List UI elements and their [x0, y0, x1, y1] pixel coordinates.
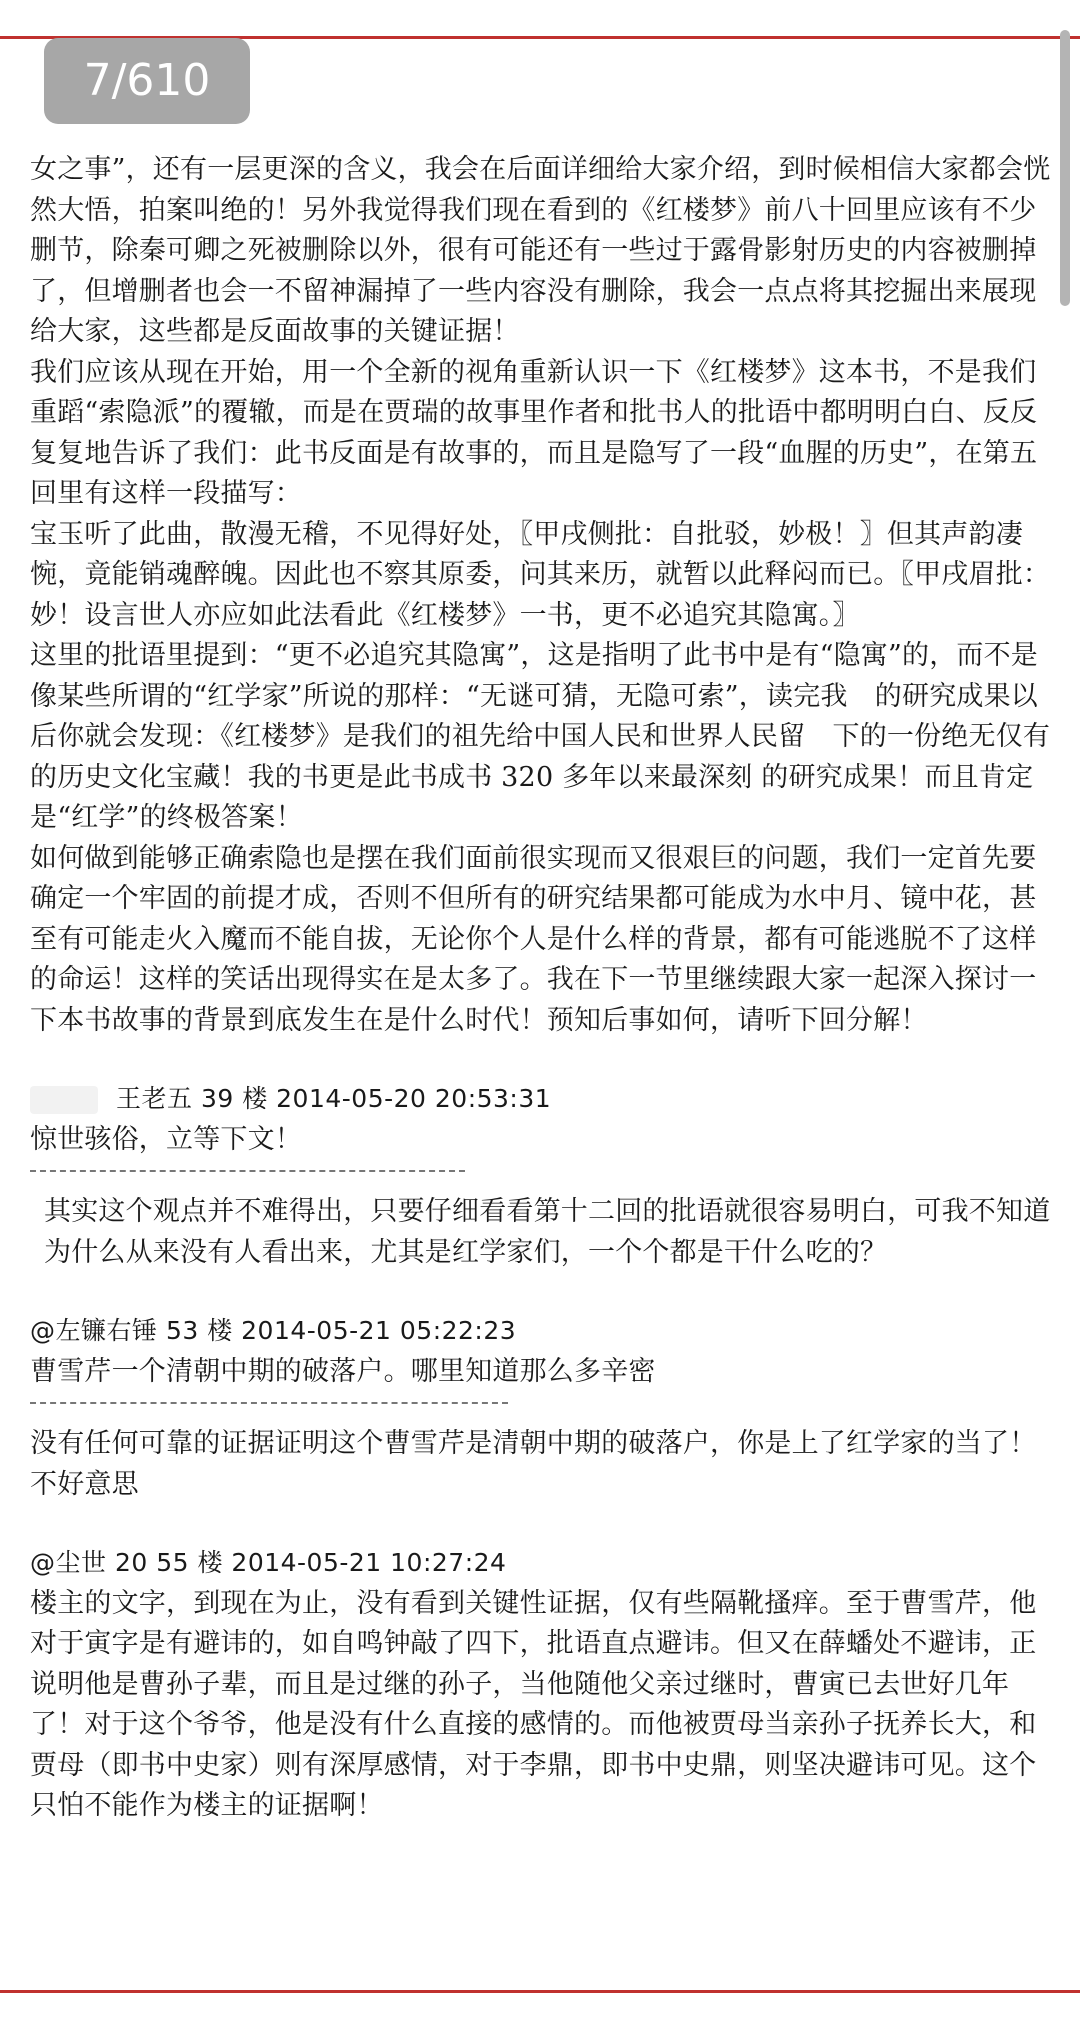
reply-body: 其实这个观点并不难得出，只要仔细看看第十二回的批语就很容易明白，可我不知道为什么从来没有人看出来，尤其是红学家们，一个个都是干什么吃的？	[44, 1196, 1051, 1268]
article-paragraph: 我们应该从现在开始，用一个全新的视角重新认识一下《红楼梦》这本书，不是我们重蹈“索隐派”的覆辙，而是在贾瑞的故事里作者和批书人的批语中都明明白白、反反复复地告诉了我们：此书反面是有故事的，而且是隐写了一段“血腥的历史”，在第五回里有这样一段描写：	[30, 356, 1038, 509]
reply-body: 楼主的文字，到现在为止，没有看到关键性证据，仅有些隔靴搔痒。至于曹雪芹，他对于寅字是有避讳的，如自鸣钟敲了四下，批语直点避讳。但又在薛蟠处不避讳，正说明他是曹孙子辈，而且是过继的孙子，当他随他父亲过继时，曹寅已去世好几年了！对于这个爷爷，他是没有什么直接的感情的。而他被贾母当亲孙子抚养长大，和贾母（即书中史家）则有深厚感情，对于李鼎，即书中史鼎，则坚决避讳可见。这个只怕不能作为楼主的证据啊！	[30, 1587, 1037, 1821]
quoted-text: 曹雪芹一个清朝中期的破落户。哪里知道那么多辛密	[30, 1355, 656, 1387]
avatar	[30, 1086, 98, 1114]
page-indicator-badge: 7/610	[44, 38, 250, 124]
article-paragraph: 如何做到能够正确索隐也是摆在我们面前很实现而又很艰巨的问题，我们一定首先要确定一个牢固的前提才成，否则不但所有的研究结果都可能成为水中月、镜中花，甚至有可能走火入魔而不能自拔，无论你个人是什么样的背景，都有可能逃脱不了这样的命运！这样的笑话出现得实在是太多了。我在下一节里继续跟大家一起深入探讨一下本书故事的背景到底发生在是什么时代！预知后事如何，请听下回分解！	[30, 842, 1037, 1036]
article-paragraph: 女之事”，还有一层更深的含义，我会在后面详细给大家介绍，到时候相信大家都会恍然大悟，拍案叫绝的！另外我觉得我们现在看到的《红楼梦》前八十回里应该有不少删节，除秦可卿之死被删除以外，很有可能还有一些过于露骨影射历史的内容被删掉了，但增删者也会一不留神漏掉了一些内容没有删除，我会一点点将其挖掘出来展现给大家，这些都是反面故事的关键证据！	[30, 154, 1051, 347]
reply-meta: @左镰右锤 53 楼 2014-05-21 05:22:23	[30, 1316, 517, 1345]
reply-post	[30, 1543, 1060, 1827]
quote-divider	[30, 1170, 465, 1172]
reply-meta: @尘世 20 55 楼 2014-05-21 10:27:24	[30, 1548, 507, 1577]
quote-divider	[30, 1402, 508, 1404]
reply-meta-line	[30, 1079, 1060, 1120]
document-content	[30, 150, 1060, 1827]
scrollbar-thumb[interactable]	[1060, 30, 1070, 306]
bottom-divider-line	[0, 1990, 1080, 1993]
article-paragraph: 这里的批语里提到：“更不必追究其隐寓”，这是指明了此书中是有“隐寓”的，而不是像某些所谓的“红学家”所说的那样：“无谜可猜，无隐可索”，读完我 的研究成果以后你就会发现：《红楼梦》是我们的祖先给中国人民和世界人民留 下的一份绝无仅有的历史文化宝藏！我的书更是此书成书 320 多年以来最深刻 的研究成果！而且肯定是“红学”的终极答案！	[30, 640, 1051, 833]
quoted-text: 惊世骇俗，立等下文！	[30, 1123, 302, 1155]
reply-post	[30, 1079, 1060, 1273]
reply-meta: 王老五 39 楼 2014-05-20 20:53:31	[116, 1084, 552, 1113]
reply-post	[30, 1311, 1060, 1505]
reply-body: 没有任何可靠的证据证明这个曹雪芹是清朝中期的破落户，你是上了红学家的当了！不好意思	[30, 1428, 1037, 1500]
article-quote-paragraph: 宝玉听了此曲，散漫无稽，不见得好处，〖甲戌侧批：自批驳，妙极！〗但其声韵凄惋，竟能销魂醉魄。因此也不察其原委，问其来历，就暂以此释闷而已。〖甲戌眉批：妙！设言世人亦应如此法看此《红楼梦》一书，更不必追究其隐寓。〗	[30, 518, 1051, 631]
